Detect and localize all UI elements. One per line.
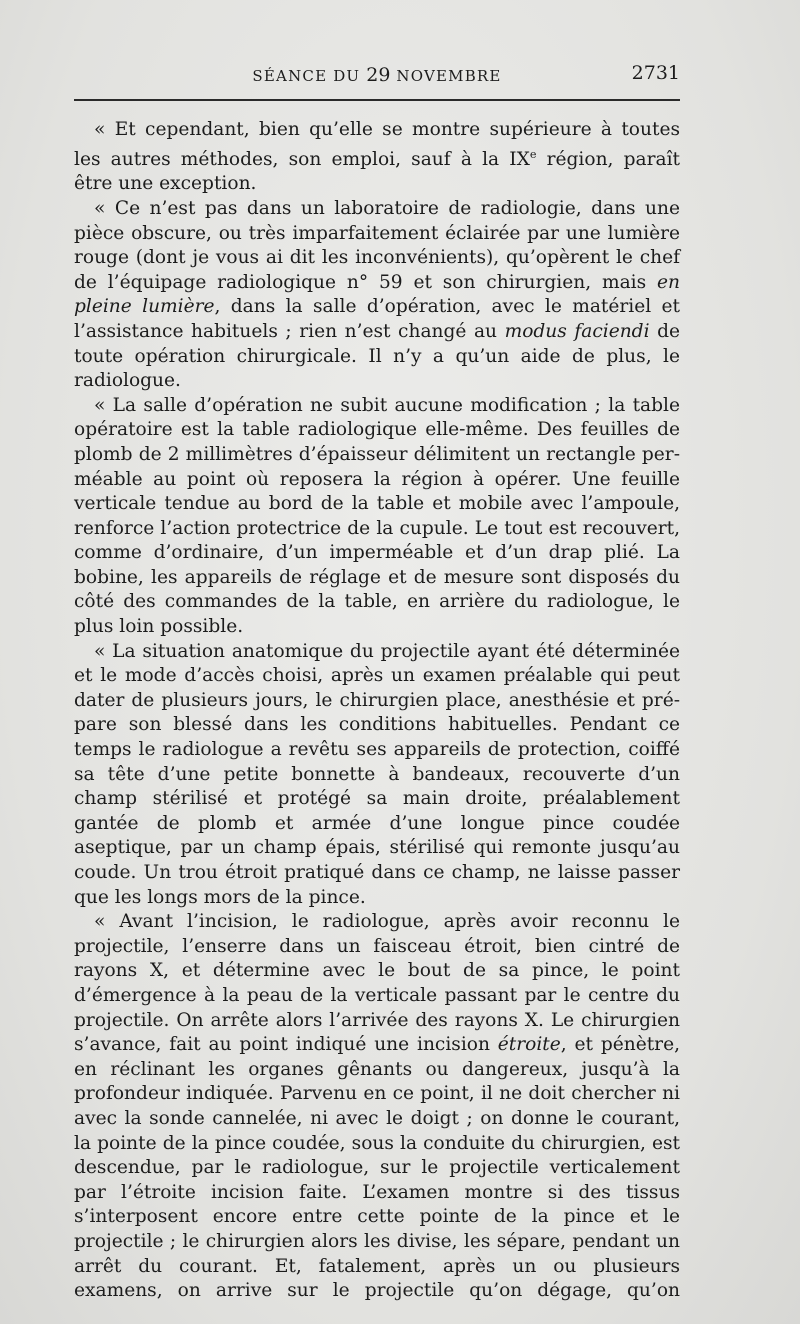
paragraph xyxy=(74,640,680,911)
running-head xyxy=(74,64,680,86)
paragraph xyxy=(74,118,680,197)
superscript: e xyxy=(529,147,537,161)
running-head-prefix: SÉANCE DU xyxy=(252,67,367,85)
text-run: « Avant l’incision, le radiologue, après avoir reconnu le projectile, l’enserre dans un faisceau étroit, bien cintré de rayons X, et détermine avec le bout de sa pince, le point d’émergence à la peau de la verticale passant par le centre du projectile. On arrête alors l’arrivée des rayons X. Le chirurgien s’avance, fait au point indiqué une incision xyxy=(74,911,680,1056)
text-run: « La situation anatomique du projectile ayant été déterminée et le mode d’accès choisi, après un examen préalable qui peut dater de plusieurs jours, le chirurgien place, anesthésie et prépare son blessé dans les conditions habituelles. Pendant ce temps le radiologue a revêtu ses appareils de protection, coiffé sa tête d’une petite bonnette à bandeaux, recouverte d’un champ stérilisé et protégé sa main droite, préalablement gantée de plomb et armée d’une longue pince coudée aseptique, par un champ épais, stérilisé qui remonte jusqu’au coude. Un trou étroit pratiqué dans ce champ, ne laisse passer que les longs mors de la pince. xyxy=(74,640,680,908)
running-head-day: 29 xyxy=(366,64,391,86)
running-head-suffix: NOVEMBRE xyxy=(390,67,502,85)
page-header xyxy=(74,62,680,88)
text-run: « La salle d’opération ne subit aucune modification ; la table opératoire est la table radiologique elle-même. Des feuilles de plomb de 2 millimètres d’épaisseur délimitent un rectangle perméable au point où reposera la région à opérer. Une feuille verticale tendue au bord de la table et mobile avec l’ampoule, renforce l’action protectrice de la cupule. Le tout est recouvert, comme d’ordinaire, d’un imperméable et d’un drap plié. La bobine, les appareils de réglage et de mesure sont disposés du côté des commandes de la table, en arrière du radiologue, le plus loin possible. xyxy=(74,394,680,638)
italic-text: en pleine lumière xyxy=(74,271,680,318)
text-run: région, paraît être une exception. xyxy=(74,148,681,195)
page-number: 2731 xyxy=(631,62,680,84)
text-run: de toute opération chirurgicale. Il n’y a qu’un aide de plus, le radiologue. xyxy=(74,320,680,392)
italic-text: étroite xyxy=(497,1034,561,1056)
paragraph xyxy=(74,394,680,640)
body-text xyxy=(74,118,680,1304)
paragraph xyxy=(74,910,680,1304)
text-run: « Et cependant, bien qu’elle se montre supérieure à toutes les autres méthodes, son emploi, sauf à la IX xyxy=(74,119,680,170)
header-rule xyxy=(74,99,680,101)
text-run: « Ce n’est pas dans un laboratoire de radiologie, dans une pièce obscure, ou très imparfaitement éclairée par une lumière rouge (dont je vous ai dit les inconvénients), qu’opèrent le chef de l’équipage radiologique n° 59 et son chirurgien, mais xyxy=(74,197,680,293)
text-run: , et pénètre, en réclinant les organes gênants ou dangereux, jusqu’à la profondeur indiquée. Parvenu en ce point, il ne doit chercher ni avec la sonde cannelée, ni avec le doigt ; on donne le courant, la pointe de la pince coudée, sous la conduite du chirurgien, est descendue, par le radiologue, sur le projectile verticalement par l’étroite incision faite. L’examen montre si des tissus s’interposent encore entre cette pointe de la pince et le projectile ; le chirurgien alors les divise, les sépare, pendant un arrêt du courant. Et, fatalement, après un ou plusieurs examens, on arrive sur le projectile qu’on dégage, qu’on xyxy=(74,1034,680,1302)
paragraph xyxy=(74,197,680,394)
italic-text: modus faciendi xyxy=(504,320,650,342)
text-run: , dans la salle d’opération, avec le matériel et l’assistance habituels ; rien n’est changé au xyxy=(74,296,680,342)
